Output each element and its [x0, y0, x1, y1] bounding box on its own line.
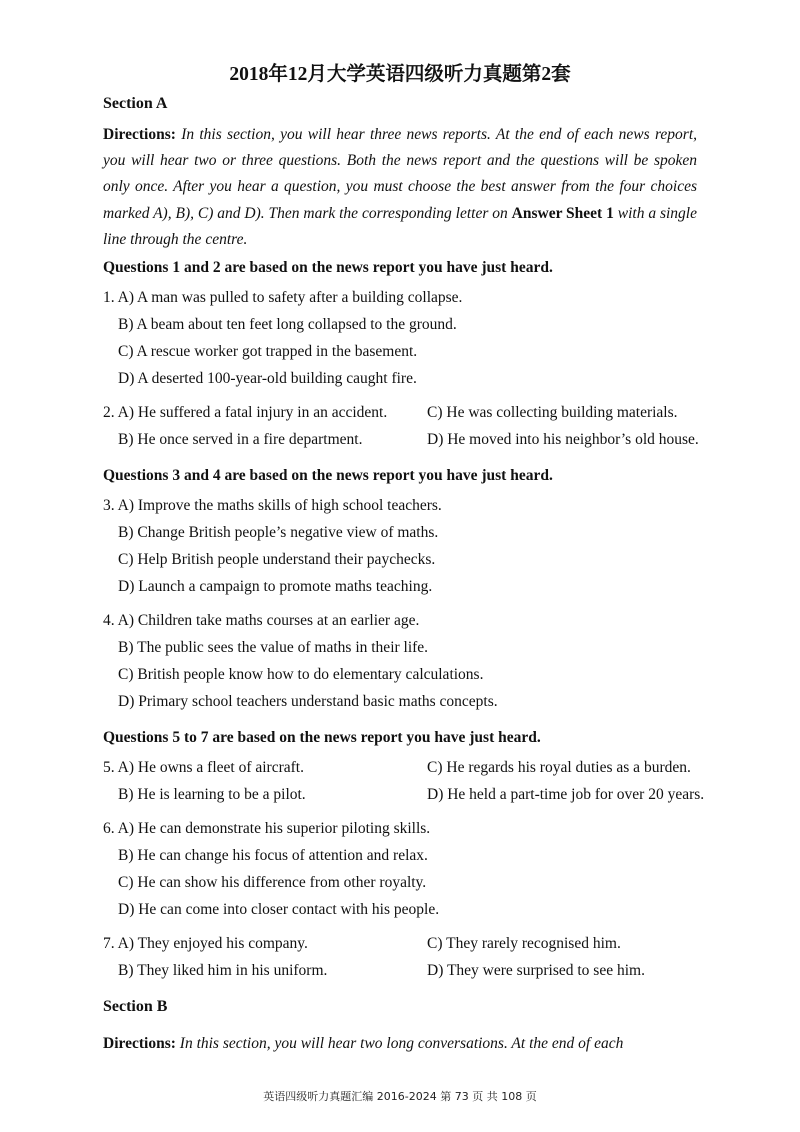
question-7-option-b: B) They liked him in his uniform.	[118, 962, 328, 979]
question-5-option-d: D) He held a part-time job for over 20 years.	[427, 786, 705, 803]
question-3-option-b: B) Change British people’s negative view of maths.	[118, 524, 439, 541]
question-5-option-c: C) He regards his royal duties as a burden.	[427, 759, 691, 776]
question-7-option-d: D) They were surprised to see him.	[427, 962, 645, 979]
question-2-option-a: 2. A) He suffered a fatal injury in an accident.	[103, 404, 388, 421]
question-group-heading: Questions 3 and 4 are based on the news report you have just heard.	[103, 467, 553, 484]
question-group-heading: Questions 5 to 7 are based on the news report you have just heard.	[103, 729, 541, 746]
question-5-option-b: B) He is learning to be a pilot.	[118, 786, 306, 803]
question-3-option-d: D) Launch a campaign to promote maths teaching.	[118, 578, 433, 595]
page-title: 2018年12月大学英语四级听力真题第2套	[229, 64, 571, 85]
question-1-option-c: C) A rescue worker got trapped in the basement.	[118, 343, 418, 360]
question-6-option-d: D) He can come into closer contact with his people.	[118, 901, 440, 918]
directions-label: Directions:	[103, 126, 176, 143]
question-6-option-c: C) He can show his difference from other royalty.	[118, 874, 427, 891]
question-1-option-b: B) A beam about ten feet long collapsed to the ground.	[118, 316, 457, 333]
question-2-option-b: B) He once served in a fire department.	[118, 431, 363, 448]
section-b-heading: Section B	[103, 998, 168, 1015]
directions-text-end: with a single line through the centre.	[103, 204, 697, 248]
question-1-option-d: D) A deserted 100-year-old building caught fire.	[118, 370, 417, 387]
section-a-directions	[103, 122, 697, 253]
section-a-heading: Section A	[103, 95, 168, 112]
question-4-option-d: D) Primary school teachers understand basic maths concepts.	[118, 693, 498, 710]
question-2-option-d: D) He moved into his neighbor’s old house.	[427, 431, 699, 448]
question-3-option-c: C) Help British people understand their paychecks.	[118, 551, 436, 568]
directions-text: In this section, you will hear two long conversations. At the end of each	[179, 1035, 624, 1052]
page-footer: 英语四级听力真题汇编 2016-2024 第 73 页 共 108 页	[263, 1090, 537, 1103]
question-group-heading: Questions 1 and 2 are based on the news report you have just heard.	[103, 259, 553, 276]
question-1-option-a: 1. A) A man was pulled to safety after a building collapse.	[103, 289, 463, 306]
directions-text: In this section, you will hear three news reports. At the end of each news report, you will hear two or three questions. Both the news report and the questions will be spoken only once. After you hear a question, you must choose the best answer from the four choices marked A), B), C) and D). Then mark the corresponding letter on	[103, 126, 697, 222]
question-7-option-c: C) They rarely recognised him.	[427, 935, 621, 952]
question-4-option-b: B) The public sees the value of maths in their life.	[118, 639, 429, 656]
question-4-option-c: C) British people know how to do elementary calculations.	[118, 666, 484, 683]
section-b-directions	[103, 1031, 697, 1057]
question-4-option-a: 4. A) Children take maths courses at an earlier age.	[103, 612, 420, 629]
question-2-option-c: C) He was collecting building materials.	[427, 404, 678, 421]
question-5-option-a: 5. A) He owns a fleet of aircraft.	[103, 759, 304, 776]
directions-label: Directions:	[103, 1035, 176, 1052]
question-6-option-a: 6. A) He can demonstrate his superior piloting skills.	[103, 820, 431, 837]
answer-sheet-label: Answer Sheet 1	[511, 204, 614, 222]
question-7-option-a: 7. A) They enjoyed his company.	[103, 935, 308, 952]
question-6-option-b: B) He can change his focus of attention and relax.	[118, 847, 428, 864]
question-3-option-a: 3. A) Improve the maths skills of high school teachers.	[103, 497, 442, 514]
